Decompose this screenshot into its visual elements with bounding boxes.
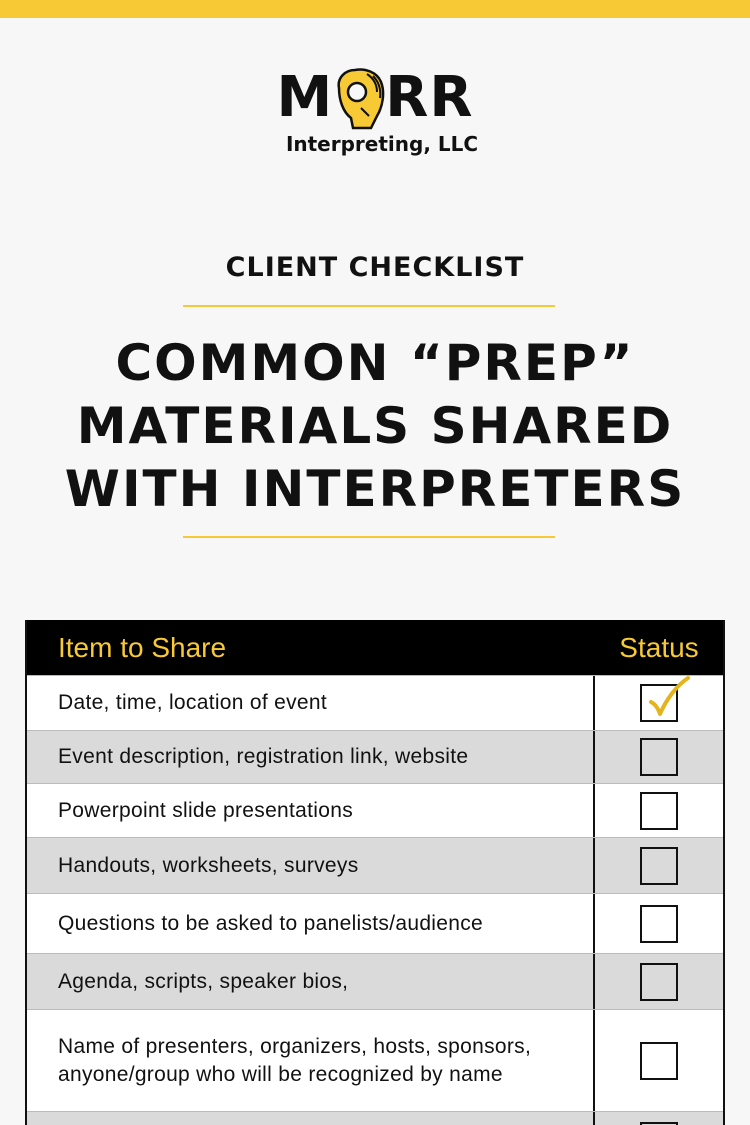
top-accent-bar	[0, 0, 750, 18]
status-cell	[593, 894, 723, 953]
table-row	[27, 783, 723, 837]
logo-subtitle: Interpreting, LLC	[285, 132, 479, 156]
row-label: Handouts, worksheets, surveys	[58, 853, 359, 877]
status-checkbox[interactable]	[640, 684, 678, 722]
status-cell	[593, 838, 723, 893]
title-line: COMMON “PREP”	[115, 334, 635, 392]
status-checkbox[interactable]	[640, 1042, 678, 1080]
row-label: Date, time, location of event	[58, 691, 328, 714]
checkmark-icon	[646, 674, 692, 720]
status-cell	[593, 1112, 723, 1125]
header-item: Item to Share	[58, 632, 227, 663]
status-cell	[593, 784, 723, 837]
status-cell	[593, 954, 723, 1009]
checklist-table	[25, 620, 725, 1125]
row-label: Powerpoint slide presentations	[58, 798, 354, 822]
logo-letter-m: M	[276, 65, 334, 130]
table-row	[27, 1009, 723, 1111]
title-line: WITH INTERPRETERS	[64, 460, 686, 518]
logo-letters-rr: RR	[385, 65, 474, 130]
checklist-label: CLIENT CHECKLIST	[225, 252, 525, 283]
table-row	[27, 837, 723, 893]
status-cell	[593, 1010, 723, 1111]
status-checkbox[interactable]	[640, 847, 678, 885]
row-label	[27, 1112, 593, 1125]
status-checkbox[interactable]	[640, 963, 678, 1001]
table-row	[27, 675, 723, 730]
header-status: Status	[619, 632, 699, 663]
page-title	[0, 332, 750, 521]
table-row	[27, 730, 723, 783]
row-label: Agenda, scripts, speaker bios,	[58, 969, 349, 993]
status-checkbox[interactable]	[640, 792, 678, 830]
table-row	[27, 893, 723, 953]
divider-top	[183, 305, 555, 307]
row-label: Event description, registration link, website	[58, 745, 469, 768]
status-cell	[593, 731, 723, 783]
table-header	[27, 620, 723, 675]
table-row	[27, 1111, 723, 1125]
status-cell	[593, 676, 723, 730]
row-label: Questions to be asked to panelists/audience	[58, 911, 484, 935]
status-checkbox[interactable]	[640, 905, 678, 943]
row-label: Name of presenters, organizers, hosts, sponsors, anyone/group who will be recognized by name	[58, 1034, 532, 1086]
hand-sign-icon	[331, 66, 387, 130]
title-line: MATERIALS SHARED	[76, 397, 674, 455]
divider-bottom	[183, 536, 555, 538]
company-logo	[0, 66, 750, 156]
status-checkbox[interactable]	[640, 738, 678, 776]
logo-wordmark	[277, 66, 474, 130]
table-row	[27, 953, 723, 1009]
